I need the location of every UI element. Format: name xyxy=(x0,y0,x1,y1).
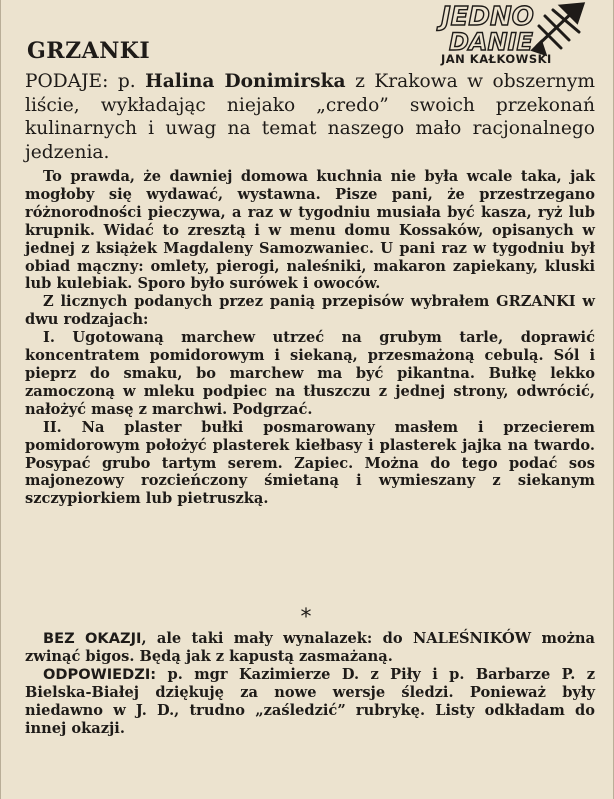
note-text: , ale taki mały wynalazek: do NALEŚNIKÓW można zwinąć bigos. Będą jak z kapustą zasmażaną. xyxy=(25,630,595,665)
article-title: GRZANKI xyxy=(27,38,151,64)
answers-paragraph xyxy=(25,666,595,738)
recipe-two: II. Na plaster bułki posmarowany masłem i przecierem pomidorowym położyć plasterek kiełbasy i plasterek jajka na twardo. Posypać grubo tartym serem. Zapiec. Można do tego podać sos majonezowy rozcieńczony śmietaną i wymieszany z siekanym szczypiorkiem lub pietruszką. xyxy=(25,418,595,508)
note-paragraph xyxy=(25,630,595,666)
answers-label: ODPOWIEDZI: xyxy=(43,665,157,683)
logo-word-jedno: JEDNO xyxy=(441,2,534,32)
logo-word-danie: DANIE xyxy=(449,28,533,56)
lead-prefix: PODAJE: p. xyxy=(25,71,146,92)
body-paragraph: To prawda, że dawniej domowa kuchnia nie była wcale taka, jak mogłoby się wydawać, wystawna. Pisze pani, że przestrzegano różnorodności pieczywa, a raz w tygodniu musiała być kasza, ryż lub krupnik. Widać to zresztą i w menu domu Kossaków, opisanych w jednej z książek Magdaleny Samozwaniec. U pani raz w tygodniu był obiad mączny: omlety, pierogi, naleśniki, makaron zapiekany, kluski lub kulebiak. Sporo było surówek i owoców. xyxy=(25,168,595,293)
lead-author-name: Halina Donimirska xyxy=(145,71,346,92)
lead-paragraph xyxy=(25,70,595,164)
note-label: BEZ OKAZJI xyxy=(43,630,142,647)
separator-star: * xyxy=(300,605,312,630)
answers-text: p. mgr Kazimierze D. z Piły i p. Barbarze P. z Bielska-Białej dziękuję za nowe wersje śledzi. Ponieważ były niedawno w J. D., trudno „zaśledzić” rubrykę. Listy odkładam do innej okazji. xyxy=(25,665,595,737)
column-logo xyxy=(441,2,587,70)
recipe-one: I. Ugotowaną marchew utrzeć na grubym tarle, doprawić koncentratem pomidorowym i siekaną, przesmażoną cebulą. Sól i pieprz do smaku, bo marchew ma być pikantna. Bułkę lekko zamoczoną w mleku podpiec na tłuszczu z jednej strony, odwrócić, nałożyć masę z marchwi. Podgrzać. xyxy=(25,329,595,418)
body-paragraph: Z licznych podanych przez panią przepisów wybrałem GRZANKI w dwu rodzajach: xyxy=(25,293,595,329)
article-notes xyxy=(25,630,595,737)
article-body xyxy=(25,168,595,508)
author-name: JAN KAŁKOWSKI xyxy=(441,52,552,66)
lead-text: z Krakowa w obszernym liście, wykładając niejako „credo” swoich przekonań kulinarnych i uwag na temat naszego mało racjonalnego jedzenia. xyxy=(25,71,596,163)
